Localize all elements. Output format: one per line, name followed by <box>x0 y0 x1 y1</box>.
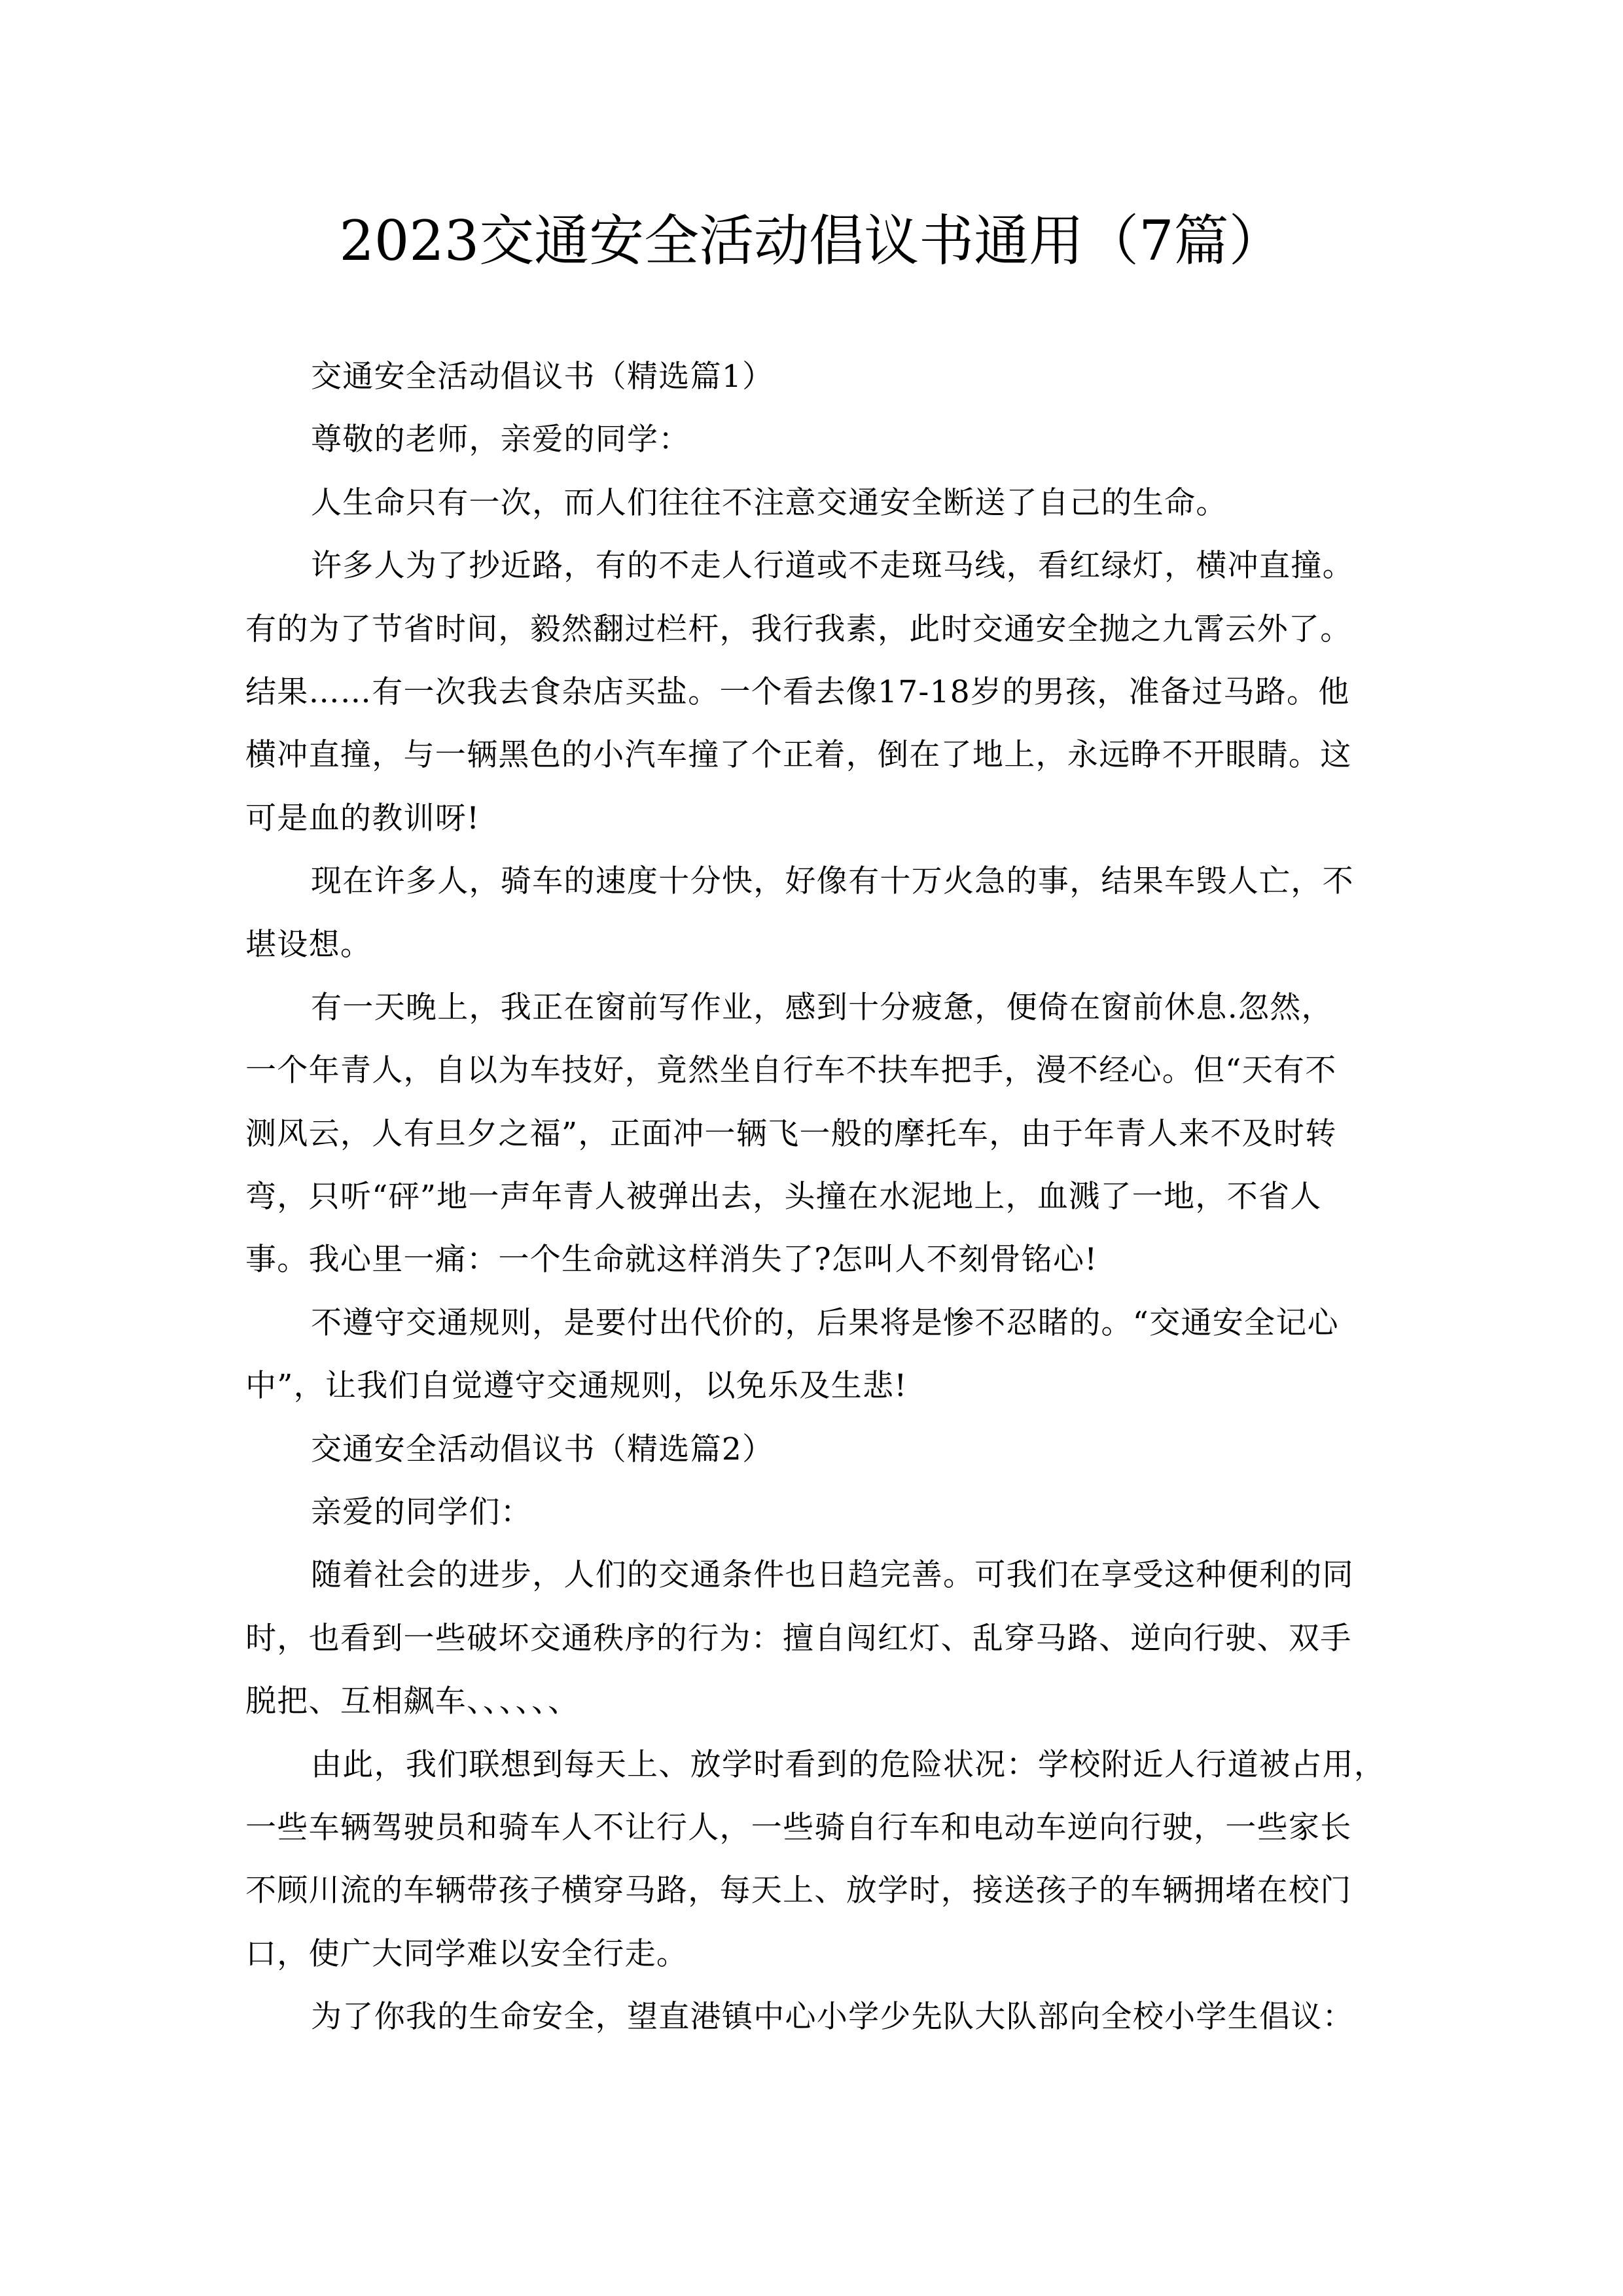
text-line: 脱把、互相飙车、、、、、、 <box>245 1683 580 1720</box>
text-line: 弯，只听“砰”地一声年青人被弹出去，头撞在水泥地上，血溅了一地，不省人 <box>245 1179 1322 1215</box>
text-line: 横冲直撞，与一辆黑色的小汽车撞了个正着，倒在了地上，永远睁不开眼睛。这 <box>245 737 1352 774</box>
text-line: 时，也看到一些破坏交通秩序的行为：擅自闯红灯、乱穿马路、逆向行驶、双手 <box>245 1620 1352 1657</box>
text-line: 现在许多人，骑车的速度十分快，好像有十万火急的事，结果车毁人亡，不 <box>311 863 1354 900</box>
document-body <box>245 357 1397 2060</box>
text-line: 一个年青人，自以为车技好，竟然坐自行车不扶车把手，漫不经心。但“天有不 <box>245 1052 1337 1089</box>
text-line: 许多人为了抄近路，有的不走人行道或不走斑马线，看红绿灯，横冲直撞。 <box>311 548 1354 584</box>
text-line: 可是血的教训呀! <box>245 800 480 836</box>
text-line: 随着社会的进步，人们的交通条件也日趋完善。可我们在享受这种便利的同 <box>311 1557 1354 1594</box>
text-line: 为了你我的生命安全，望直港镇中心小学少先队大队部向全校小学生倡议： <box>311 1999 1354 2036</box>
text-line: 堪设想。 <box>245 926 372 963</box>
text-line: 由此，我们联想到每天上、放学时看到的危险状况：学校附近人行道被占用， <box>311 1746 1386 1783</box>
text-line: 有的为了节省时间，毅然翻过栏杆，我行我素，此时交通安全抛之九霄云外了。 <box>245 611 1352 647</box>
text-line: 不遵守交通规则，是要付出代价的，后果将是惨不忍睹的。“交通安全记心 <box>311 1304 1339 1341</box>
section-heading-2: 交通安全活动倡议书（精选篇2） <box>311 1431 774 1467</box>
text-line: 一些车辆驾驶员和骑车人不让行人，一些骑自行车和电动车逆向行驶，一些家长 <box>245 1809 1352 1846</box>
salutation-2: 亲爱的同学们： <box>311 1494 533 1531</box>
section-heading-1: 交通安全活动倡议书（精选篇1） <box>311 359 774 395</box>
text-line: 口，使广大同学难以安全行走。 <box>245 1935 688 1972</box>
text-line: 人生命只有一次，而人们往往不注意交通安全断送了自己的生命。 <box>311 484 1228 521</box>
salutation-1: 尊敬的老师，亲爱的同学： <box>311 422 690 458</box>
text-line: 中”，让我们自觉遵守交通规则，以免乐及生悲! <box>245 1368 908 1405</box>
text-line: 不顾川流的车辆带孩子横穿马路，每天上、放学时，接送孩子的车辆拥堵在校门 <box>245 1873 1352 1909</box>
text-line: 结果……有一次我去食杂店买盐。一个看去像17-18岁的男孩，准备过马路。他 <box>245 673 1350 710</box>
text-line: 有一天晚上，我正在窗前写作业，感到十分疲惫，便倚在窗前休息.忽然， <box>311 989 1333 1026</box>
text-line: 事。我心里一痛：一个生命就这样消失了?怎叫人不刻骨铭心! <box>245 1242 1098 1278</box>
text-line: 测风云，人有旦夕之福”，正面冲一辆飞一般的摩托车，由于年青人来不及时转 <box>245 1115 1337 1152</box>
document-title: 2023交通安全活动倡议书通用（7篇） <box>339 209 1284 273</box>
